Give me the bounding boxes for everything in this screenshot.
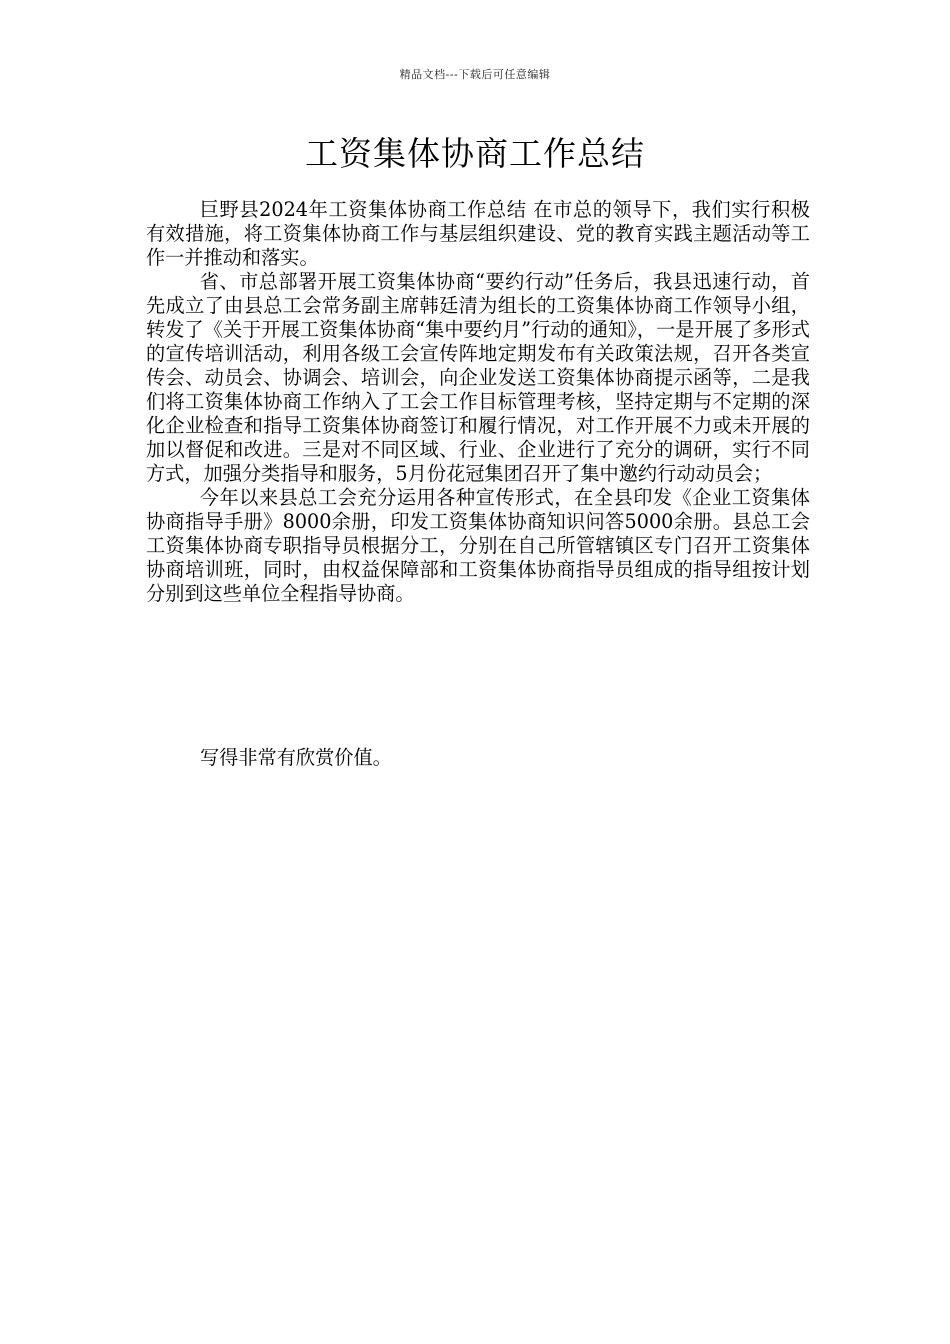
paragraph-publicity: 今年以来县总工会充分运用各种宣传形式，在全县印发《企业工资集体协商指导手册》8000余册，印发工资集体协商知识问答5000余册。县总工会工资集体协商专职指导员根据分工，分别在自己所管辖镇区专门召开工资集体协商培训班，同时，由权益保障部和工资集体协商指导员组成的指导组按计划分别到这些单位全程指导协商。 [146,486,810,605]
paragraph-intro: 巨野县2024年工资集体协商工作总结 在市总的领导下，我们实行积极有效措施，将工资集体协商工作与基层组织建设、党的教育实践主题活动等工作一并推动和落实。 [146,198,810,269]
paragraph-actions: 省、市总部署开展工资集体协商“要约行动”任务后，我县迅速行动，首先成立了由县总工会常务副主席韩廷清为组长的工资集体协商工作领导小组，转发了《关于开展工资集体协商“集中要约月”行动的通知》，一是开展了多形式的宣传培训活动，利用各级工会宣传阵地定期发布有关政策法规，召开各类宣传会、动员会、协调会、培训会，向企业发送工资集体协商提示函等，二是我们将工资集体协商工作纳入了工会工作目标管理考核，坚持定期与不定期的深化企业检查和指导工资集体协商签订和履行情况，对工作开展不力或未开展的加以督促和改进。三是对不同区域、行业、企业进行了充分的调研，实行不同方式，加强分类指导和服务，5月份花冠集团召开了集中邀约行动动员会； [146,270,810,485]
closing-remark: 写得非常有欣赏价值。 [200,746,392,769]
document-title: 工资集体协商工作总结 [305,134,645,173]
document-body [146,198,810,606]
header-note: 精品文档---下载后可任意编辑 [399,68,551,81]
